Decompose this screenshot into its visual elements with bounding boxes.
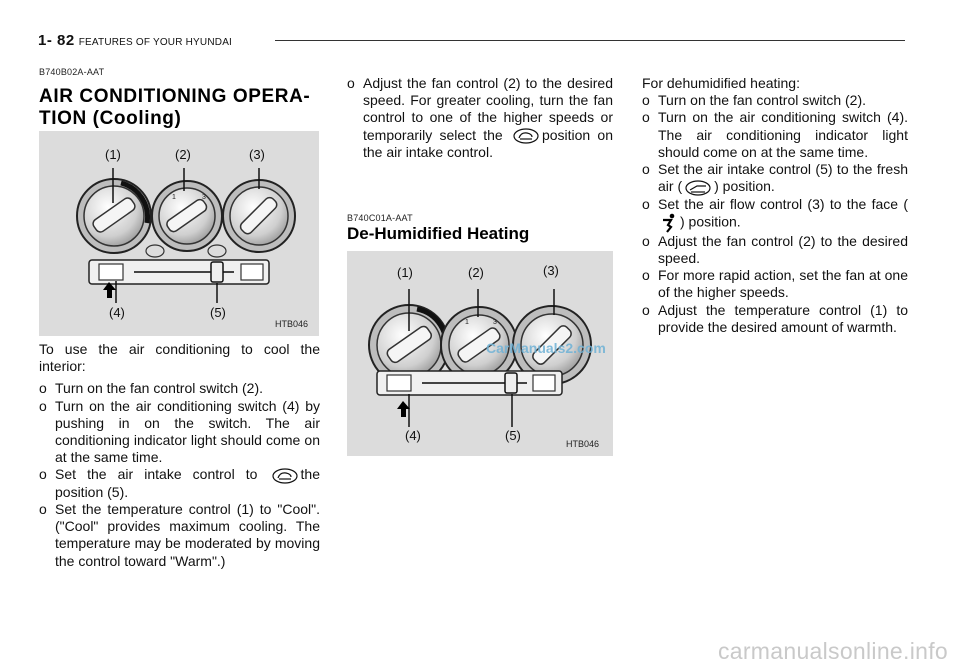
ac-control-panel-figure xyxy=(39,131,319,336)
svg-text:1: 1 xyxy=(172,194,176,201)
figure-code: HTB046 xyxy=(566,439,600,449)
list-item-text: Set the temperature control (1) to "Cool". ("Cool" provides maximum cooling. The temperature may be moderated by moving the control toward "Warm".) xyxy=(55,500,320,569)
list-item-text: Set the air flow control (3) to the face ( xyxy=(658,195,908,212)
bullet: o xyxy=(642,232,650,249)
svg-text:3: 3 xyxy=(202,194,206,201)
bullet: o xyxy=(39,397,47,414)
header-rule xyxy=(275,40,905,41)
page-number: 1- 82 xyxy=(38,32,75,49)
page-header xyxy=(38,32,232,49)
svg-text:1: 1 xyxy=(465,319,469,326)
fresh-air-icon xyxy=(685,180,711,196)
list-item xyxy=(642,196,908,233)
list-item xyxy=(39,380,320,397)
figure-label: (5) xyxy=(210,305,226,320)
svg-text:3: 3 xyxy=(493,319,497,326)
bullet: o xyxy=(39,500,47,517)
footer-watermark: carmanualsonline.info xyxy=(717,638,948,664)
section-heading: AIR CONDITIONING OPERA-TION (Cooling) xyxy=(39,86,311,129)
list-item xyxy=(642,109,908,161)
bullet: o xyxy=(642,301,650,318)
cooling-instructions xyxy=(39,341,320,570)
list-item xyxy=(39,466,320,501)
watermark: CarManuals2.com xyxy=(486,340,606,356)
section-code: B740B02A-AAT xyxy=(39,67,105,77)
figure-label: (1) xyxy=(397,265,413,280)
intro-text: For dehumidified heating: xyxy=(642,75,800,91)
figure-label: (3) xyxy=(249,147,265,162)
recirculate-air-icon xyxy=(513,128,539,144)
list-item-text: Set the air intake control to xyxy=(55,466,258,483)
list-item-text: position on the air intake control. xyxy=(363,126,614,160)
section-title: FEATURES OF YOUR HYUNDAI xyxy=(78,37,233,48)
list-item-text: Turn on the fan control switch (2). xyxy=(55,380,264,397)
figure-label: (3) xyxy=(543,263,559,278)
bullet: o xyxy=(642,109,650,126)
list-item xyxy=(642,92,908,109)
list-item-text: Turn on the air conditioning switch (4) by pushing in on the switch. The air conditioning indicator light should come on at the same time. xyxy=(55,397,320,466)
list-item-text: the position (5). xyxy=(55,466,320,500)
bullet: o xyxy=(347,75,355,91)
list-item xyxy=(642,267,908,301)
dehumidified-heating-instructions xyxy=(642,75,908,336)
list-item-text: Turn on the air conditioning switch (4). The air conditioning indicator light should come on at the same time. xyxy=(658,109,908,160)
list-item-text: ) position. xyxy=(680,213,741,230)
list-item-text: Adjust the fan control (2) to the desired speed. For greater cooling, turn the fan control to one of the higher speeds or temporarily select the xyxy=(363,75,613,143)
bullet: o xyxy=(642,92,650,109)
list-item-text: Adjust the fan control (2) to the desired speed. xyxy=(658,232,908,266)
bullet: o xyxy=(39,466,47,483)
list-item-text: ) position. xyxy=(714,178,775,195)
list-item xyxy=(39,501,320,570)
figure-label: (2) xyxy=(175,147,191,162)
figure-label: (5) xyxy=(505,428,521,443)
face-vent-icon xyxy=(661,213,677,233)
fan-adjust-text xyxy=(347,75,613,161)
bullet: o xyxy=(39,380,47,397)
bullet: o xyxy=(642,267,650,284)
list-item xyxy=(642,161,908,196)
figure-label: (2) xyxy=(468,265,484,280)
list-item-text: For more rapid action, set the fan at one of the higher speeds. xyxy=(658,267,908,301)
list-item xyxy=(347,75,613,161)
dehumidify-steps xyxy=(642,92,908,336)
list-item xyxy=(642,302,908,336)
list-item-text: Turn on the fan control switch (2). xyxy=(658,92,867,109)
figure-label: (4) xyxy=(405,428,421,443)
list-item xyxy=(39,398,320,467)
figure-code: HTB046 xyxy=(275,319,309,329)
list-item xyxy=(642,233,908,267)
cooling-steps-continued xyxy=(347,75,613,161)
cooling-steps xyxy=(39,380,320,569)
recirculate-air-icon xyxy=(272,468,298,484)
bullet: o xyxy=(642,195,650,212)
intro-text: To use the air conditioning to cool the interior: xyxy=(39,341,320,375)
list-item-text: Adjust the temperature control (1) to provide the desired amount of warmth. xyxy=(658,301,908,335)
bullet: o xyxy=(642,161,650,178)
section-heading: De-Humidified Heating xyxy=(347,224,530,243)
section-code: B740C01A-AAT xyxy=(347,213,413,223)
figure-label: (1) xyxy=(105,147,121,162)
list-item-text: Set the air intake control (5) to the fresh air ( xyxy=(658,161,908,195)
figure-label: (4) xyxy=(109,305,125,320)
